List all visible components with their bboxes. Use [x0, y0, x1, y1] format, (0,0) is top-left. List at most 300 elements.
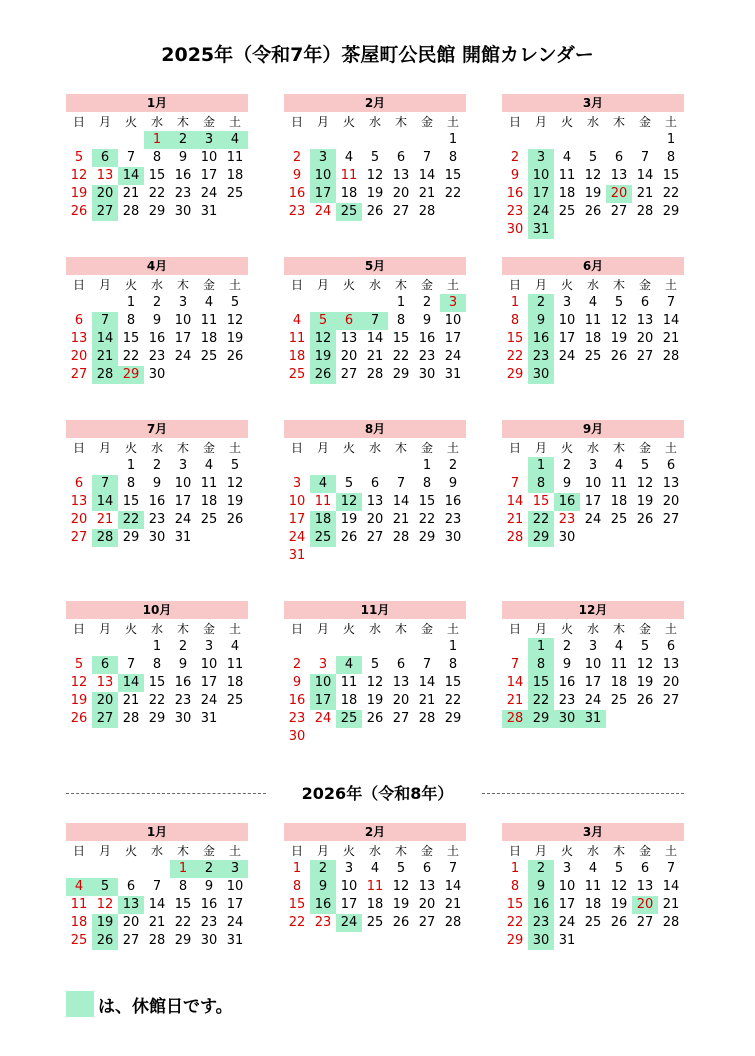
day-cell: 25 [610, 693, 628, 708]
day-cell: 23 [506, 204, 524, 219]
day-cell: 14 [92, 330, 118, 348]
weekday-label: 火 [124, 441, 137, 455]
month-2025-3 [502, 94, 684, 239]
day-cell: 26 [636, 512, 654, 527]
day-cell: 25 [226, 186, 244, 201]
day-cell: 12 [336, 493, 362, 511]
month-2025-7 [66, 420, 248, 547]
weekday-label: 月 [98, 844, 111, 858]
day-cell: 22 [148, 186, 166, 201]
day-cell: 10 [310, 674, 336, 692]
empty-cell [528, 131, 554, 149]
day-cell: 15 [506, 897, 524, 912]
day-cell: 2 [562, 639, 572, 654]
day-cell: 14 [148, 897, 166, 912]
day-cell: 7 [510, 657, 520, 672]
weekday-label: 木 [612, 441, 625, 455]
weekday-label: 木 [176, 115, 189, 129]
day-cell: 28 [92, 529, 118, 547]
day-cell: 2 [562, 458, 572, 473]
day-cell: 13 [418, 879, 436, 894]
weekday-label: 水 [368, 844, 381, 858]
weekday-label: 日 [508, 844, 521, 858]
month-2025-8 [284, 420, 466, 565]
day-cell: 16 [288, 186, 306, 201]
day-cell: 21 [506, 512, 524, 527]
day-cell: 18 [70, 915, 88, 930]
day-cell: 11 [558, 168, 576, 183]
empty-cell [362, 457, 388, 475]
day-cell: 10 [584, 476, 602, 491]
month-header: 1月 [66, 94, 248, 112]
day-cell: 26 [92, 932, 118, 950]
day-cell: 30 [148, 367, 166, 382]
day-cell: 24 [336, 914, 362, 932]
day-cell: 8 [152, 150, 162, 165]
day-cell: 8 [422, 476, 432, 491]
day-cell: 10 [174, 313, 192, 328]
day-cell: 26 [366, 204, 384, 219]
day-cell: 15 [506, 331, 524, 346]
day-cell: 20 [366, 512, 384, 527]
empty-cell [66, 860, 92, 878]
day-cell: 6 [370, 476, 380, 491]
month-days-grid [502, 276, 684, 384]
day-cell: 25 [584, 349, 602, 364]
day-cell: 14 [118, 167, 144, 185]
day-cell: 16 [506, 186, 524, 201]
day-cell: 30 [148, 530, 166, 545]
day-cell: 4 [222, 131, 248, 149]
day-cell: 11 [226, 657, 244, 672]
day-cell: 12 [392, 879, 410, 894]
day-cell: 31 [174, 530, 192, 545]
empty-cell [502, 638, 528, 656]
day-cell: 24 [174, 512, 192, 527]
day-cell: 21 [444, 897, 462, 912]
month-days-grid [502, 620, 684, 728]
empty-cell [310, 294, 336, 312]
day-cell: 6 [666, 458, 676, 473]
day-cell: 4 [204, 295, 214, 310]
empty-cell [284, 638, 310, 656]
empty-cell [310, 638, 336, 656]
day-cell: 7 [666, 861, 676, 876]
day-cell: 25 [584, 915, 602, 930]
weekday-label: 日 [290, 115, 303, 129]
weekday-label: 金 [420, 844, 433, 858]
month-days-grid [284, 113, 466, 221]
weekday-label: 火 [124, 115, 137, 129]
day-cell: 8 [126, 313, 136, 328]
day-cell: 5 [640, 458, 650, 473]
empty-cell [336, 131, 362, 149]
empty-cell [388, 457, 414, 475]
empty-cell [362, 294, 388, 312]
day-cell: 4 [614, 458, 624, 473]
day-cell: 16 [528, 330, 554, 348]
day-cell: 12 [610, 313, 628, 328]
day-cell: 10 [226, 879, 244, 894]
day-cell: 25 [200, 349, 218, 364]
month-days-grid [502, 113, 684, 239]
day-cell: 18 [340, 186, 358, 201]
day-cell: 22 [418, 512, 436, 527]
day-cell: 19 [226, 331, 244, 346]
month-days-grid [66, 276, 248, 384]
weekday-label: 日 [72, 278, 85, 292]
day-cell: 3 [222, 860, 248, 878]
weekday-label: 土 [664, 844, 677, 858]
weekday-label: 木 [394, 441, 407, 455]
day-cell: 18 [558, 186, 576, 201]
day-cell: 19 [310, 348, 336, 366]
empty-cell [554, 131, 580, 149]
day-cell: 20 [70, 349, 88, 364]
month-2025-1 [66, 94, 248, 221]
weekday-label: 木 [394, 622, 407, 636]
weekday-label: 月 [98, 622, 111, 636]
weekday-label: 土 [228, 844, 241, 858]
day-cell: 19 [392, 897, 410, 912]
day-cell: 22 [148, 693, 166, 708]
day-cell: 16 [200, 897, 218, 912]
day-cell: 25 [610, 512, 628, 527]
day-cell: 8 [396, 313, 406, 328]
day-cell: 9 [422, 313, 432, 328]
weekday-label: 月 [98, 115, 111, 129]
day-cell: 28 [392, 530, 410, 545]
weekday-label: 水 [368, 115, 381, 129]
day-cell: 16 [310, 896, 336, 914]
day-cell: 17 [528, 185, 554, 203]
month-days-grid [66, 113, 248, 221]
month-2025-10 [66, 601, 248, 728]
day-cell: 28 [418, 204, 436, 219]
day-cell: 28 [148, 933, 166, 948]
day-cell: 29 [118, 366, 144, 384]
day-cell: 28 [418, 711, 436, 726]
day-cell: 23 [148, 349, 166, 364]
month-days-grid [66, 439, 248, 547]
weekday-label: 月 [534, 278, 547, 292]
weekday-label: 日 [508, 622, 521, 636]
day-cell: 16 [174, 675, 192, 690]
day-cell: 8 [152, 657, 162, 672]
weekday-label: 火 [342, 278, 355, 292]
weekday-label: 火 [342, 441, 355, 455]
empty-cell [632, 131, 658, 149]
day-cell: 18 [226, 675, 244, 690]
empty-cell [362, 131, 388, 149]
day-cell: 17 [584, 675, 602, 690]
weekday-label: 木 [394, 278, 407, 292]
weekday-label: 日 [72, 622, 85, 636]
day-cell: 5 [230, 458, 240, 473]
empty-cell [66, 638, 92, 656]
day-cell: 19 [636, 675, 654, 690]
empty-cell [144, 860, 170, 878]
day-cell: 10 [340, 879, 358, 894]
day-cell: 16 [148, 494, 166, 509]
empty-cell [580, 131, 606, 149]
weekday-label: 火 [342, 115, 355, 129]
weekday-label: 日 [508, 441, 521, 455]
day-cell: 3 [204, 639, 214, 654]
year-2026-label: 2026年（令和8年） [301, 784, 454, 803]
weekday-label: 火 [124, 622, 137, 636]
weekday-label: 土 [664, 622, 677, 636]
day-cell: 2 [292, 150, 302, 165]
day-cell: 2 [528, 294, 554, 312]
day-cell: 2 [152, 458, 162, 473]
day-cell: 20 [606, 185, 632, 203]
day-cell: 25 [366, 915, 384, 930]
day-cell: 10 [174, 476, 192, 491]
day-cell: 13 [636, 313, 654, 328]
day-cell: 1 [510, 295, 520, 310]
day-cell: 30 [444, 530, 462, 545]
day-cell: 14 [392, 494, 410, 509]
weekday-label: 月 [316, 115, 329, 129]
day-cell: 27 [366, 530, 384, 545]
day-cell: 19 [610, 331, 628, 346]
day-cell: 27 [70, 530, 88, 545]
weekday-label: 土 [664, 115, 677, 129]
empty-cell [388, 638, 414, 656]
day-cell: 4 [310, 475, 336, 493]
day-cell: 28 [662, 915, 680, 930]
empty-cell [92, 294, 118, 312]
day-cell: 16 [558, 675, 576, 690]
day-cell: 19 [636, 494, 654, 509]
day-cell: 4 [588, 295, 598, 310]
weekday-label: 火 [342, 844, 355, 858]
day-cell: 3 [588, 639, 598, 654]
day-cell: 21 [506, 693, 524, 708]
day-cell: 25 [310, 529, 336, 547]
day-cell: 4 [370, 861, 380, 876]
day-cell: 14 [506, 675, 524, 690]
day-cell: 10 [558, 313, 576, 328]
empty-cell [606, 131, 632, 149]
day-cell: 11 [340, 675, 358, 690]
day-cell: 12 [310, 330, 336, 348]
day-cell: 15 [662, 168, 680, 183]
day-cell: 29 [528, 710, 554, 728]
day-cell: 18 [610, 494, 628, 509]
day-cell: 1 [126, 458, 136, 473]
day-cell: 5 [396, 861, 406, 876]
day-cell: 4 [204, 458, 214, 473]
day-cell: 12 [70, 675, 88, 690]
month-header: 2月 [284, 823, 466, 841]
day-cell: 30 [288, 729, 306, 744]
day-cell: 4 [66, 878, 92, 896]
day-cell: 17 [200, 675, 218, 690]
day-cell: 2 [292, 657, 302, 672]
day-cell: 26 [392, 915, 410, 930]
day-cell: 12 [366, 675, 384, 690]
empty-cell [310, 131, 336, 149]
day-cell: 12 [226, 313, 244, 328]
day-cell: 12 [366, 168, 384, 183]
weekday-label: 水 [150, 278, 163, 292]
day-cell: 2 [178, 639, 188, 654]
day-cell: 1 [170, 860, 196, 878]
day-cell: 3 [588, 458, 598, 473]
day-cell: 4 [292, 313, 302, 328]
month-days-grid [66, 620, 248, 728]
day-cell: 3 [178, 458, 188, 473]
day-cell: 22 [444, 186, 462, 201]
day-cell: 29 [528, 529, 554, 547]
weekday-label: 火 [342, 622, 355, 636]
day-cell: 26 [610, 915, 628, 930]
day-cell: 1 [144, 131, 170, 149]
weekday-label: 金 [202, 115, 215, 129]
day-cell: 2 [510, 150, 520, 165]
day-cell: 11 [610, 657, 628, 672]
day-cell: 6 [666, 639, 676, 654]
day-cell: 5 [640, 639, 650, 654]
day-cell: 11 [314, 494, 332, 509]
day-cell: 11 [226, 150, 244, 165]
day-cell: 1 [448, 132, 458, 147]
day-cell: 15 [148, 675, 166, 690]
weekday-label: 土 [446, 441, 459, 455]
day-cell: 11 [340, 168, 358, 183]
day-cell: 15 [532, 494, 550, 509]
empty-cell [92, 638, 118, 656]
day-cell: 30 [174, 204, 192, 219]
day-cell: 13 [96, 675, 114, 690]
day-cell: 3 [178, 295, 188, 310]
day-cell: 14 [118, 674, 144, 692]
day-cell: 15 [174, 897, 192, 912]
weekday-label: 木 [394, 115, 407, 129]
weekday-label: 水 [586, 844, 599, 858]
weekday-label: 金 [202, 278, 215, 292]
weekday-label: 土 [664, 441, 677, 455]
day-cell: 12 [584, 168, 602, 183]
weekday-label: 水 [586, 278, 599, 292]
day-cell: 7 [640, 150, 650, 165]
day-cell: 22 [444, 693, 462, 708]
day-cell: 29 [174, 933, 192, 948]
day-cell: 5 [614, 861, 624, 876]
weekday-label: 日 [508, 115, 521, 129]
day-cell: 2 [310, 860, 336, 878]
day-cell: 3 [196, 131, 222, 149]
day-cell: 27 [340, 367, 358, 382]
day-cell: 11 [200, 476, 218, 491]
day-cell: 27 [92, 710, 118, 728]
day-cell: 29 [148, 204, 166, 219]
legend-text: は、休館日です。 [98, 996, 233, 1017]
weekday-label: 火 [560, 115, 573, 129]
day-cell: 13 [662, 476, 680, 491]
weekday-label: 水 [586, 115, 599, 129]
legend-swatch [66, 991, 94, 1017]
day-cell: 31 [580, 710, 606, 728]
weekday-label: 金 [638, 278, 651, 292]
day-cell: 1 [126, 295, 136, 310]
day-cell: 13 [392, 168, 410, 183]
day-cell: 10 [200, 150, 218, 165]
day-cell: 28 [122, 711, 140, 726]
day-cell: 15 [444, 168, 462, 183]
day-cell: 17 [226, 897, 244, 912]
day-cell: 9 [178, 150, 188, 165]
weekday-label: 月 [98, 441, 111, 455]
day-cell: 6 [92, 656, 118, 674]
day-cell: 24 [584, 512, 602, 527]
day-cell: 22 [118, 511, 144, 529]
day-cell: 8 [292, 879, 302, 894]
empty-cell [336, 457, 362, 475]
day-cell: 1 [422, 458, 432, 473]
empty-cell [284, 294, 310, 312]
day-cell: 24 [314, 711, 332, 726]
day-cell: 28 [444, 915, 462, 930]
day-cell: 16 [444, 494, 462, 509]
day-cell: 12 [610, 879, 628, 894]
day-cell: 24 [528, 203, 554, 221]
day-cell: 5 [230, 295, 240, 310]
weekday-label: 火 [560, 844, 573, 858]
day-cell: 9 [204, 879, 214, 894]
day-cell: 12 [636, 476, 654, 491]
day-cell: 2 [196, 860, 222, 878]
day-cell: 9 [510, 168, 520, 183]
weekday-label: 土 [664, 278, 677, 292]
day-cell: 31 [200, 711, 218, 726]
month-2025-5 [284, 257, 466, 384]
day-cell: 20 [340, 349, 358, 364]
empty-cell [284, 457, 310, 475]
day-cell: 2 [528, 860, 554, 878]
day-cell: 9 [562, 657, 572, 672]
day-cell: 29 [148, 711, 166, 726]
weekday-label: 火 [560, 622, 573, 636]
day-cell: 30 [554, 710, 580, 728]
weekday-label: 金 [638, 115, 651, 129]
day-cell: 19 [92, 914, 118, 932]
day-cell: 6 [396, 150, 406, 165]
weekday-label: 土 [446, 115, 459, 129]
day-cell: 13 [96, 168, 114, 183]
empty-cell [414, 131, 440, 149]
day-cell: 10 [310, 167, 336, 185]
weekday-label: 金 [202, 844, 215, 858]
weekday-label: 月 [98, 278, 111, 292]
day-cell: 23 [528, 914, 554, 932]
month-header: 4月 [66, 257, 248, 275]
day-cell: 11 [288, 331, 306, 346]
day-cell: 22 [528, 511, 554, 529]
day-cell: 20 [92, 185, 118, 203]
day-cell: 22 [288, 915, 306, 930]
day-cell: 14 [662, 313, 680, 328]
day-cell: 16 [288, 693, 306, 708]
day-cell: 30 [506, 222, 524, 237]
day-cell: 5 [344, 476, 354, 491]
empty-cell [66, 131, 92, 149]
day-cell: 27 [392, 204, 410, 219]
day-cell: 6 [74, 313, 84, 328]
day-cell: 22 [506, 349, 524, 364]
